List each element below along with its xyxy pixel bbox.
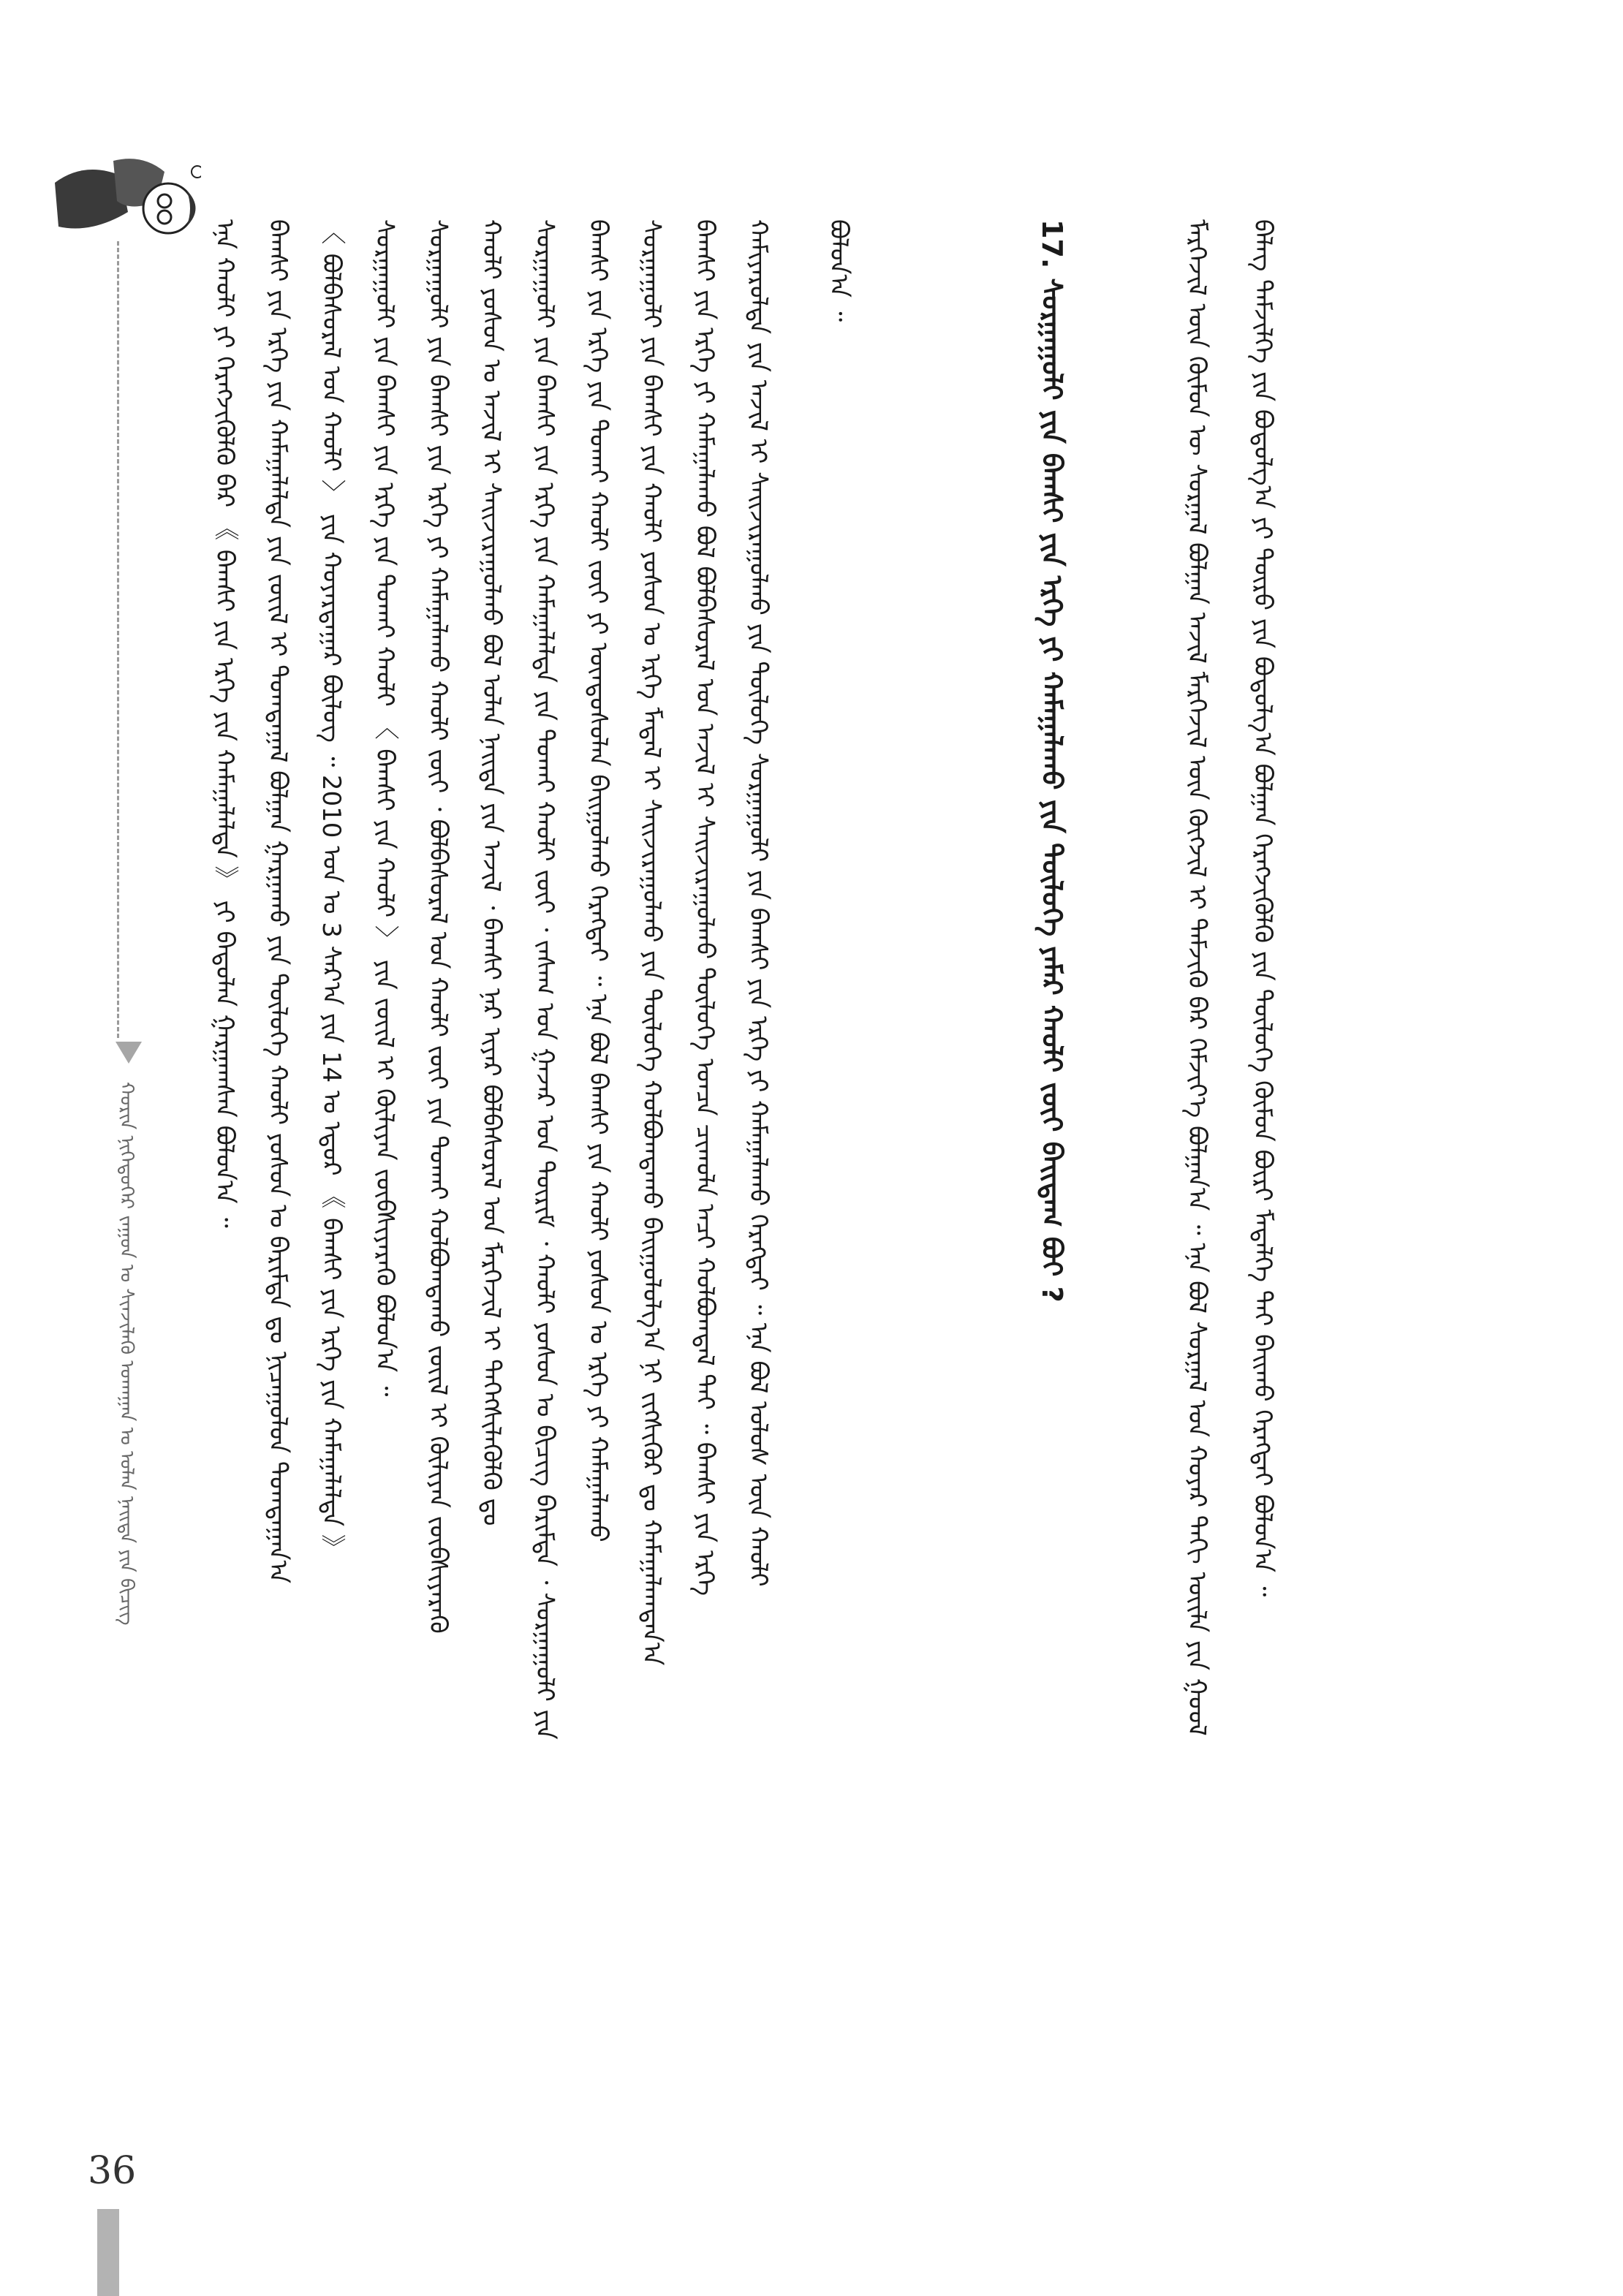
running-header: ᠬᠣᠷᠢᠨ ᠨᠢᠭᠡᠳᠦᠭᠡᠷ ᠵᠠᠭᠤᠨ ᠤ ᠰᠢᠨᠵᠢᠯᠡᠬᠦ ᠤᠬᠠᠭᠠᠨ ᠤ ᠤᠯᠠᠨ ᠨᠡᠢᠲᠡ ᠶᠢᠨ ᠪᠢᠴᠢᠭ <box>116 1082 137 1626</box>
page-edge-bar <box>97 2209 119 2296</box>
text-column-7: ᠰᠤᠷᠭᠠᠭᠤᠯᠢ ᠶᠢᠨ ᠪᠠᠭᠰᠢ ᠶᠢᠨ ᠬᠠᠤᠯᠢ ᠶᠣᠰᠣᠨ ᠤ ᠡᠷᠬᠡ ᠮᠡᠳᠡᠯ ᠢ ᠰᠠᠢᠵᠢᠷᠠᠭᠤᠯᠬᠤ ᠶᠢᠨ ᠲᠥᠯᠥᠭᠡ ᠬᠣᠯᠪᠣᠭᠳᠠᠬᠤ ᠪᠠᠢᠭᠤᠯᠤᠯᠭ᠎ᠠ ᠨᠢ ᠵᠢᠭᠰᠢᠭᠦᠷ ᠳᠤ ᠬᠠᠮᠠᠭᠠᠯᠠᠭᠳᠠᠨ᠎ᠠ <box>637 219 666 1666</box>
text-column-2: ᠮᠡᠷᠭᠡᠵᠢᠯ ᠦᠨ ᠬᠦᠮᠦᠨ ᠦ ᠰᠤᠷᠭᠠᠯ ᠪᠣᠯᠭᠠᠨ ᠠᠵᠢᠯ ᠮᠡᠷᠭᠡᠵᠢᠯ ᠦᠨ ᠬᠥᠭᠵᠢᠯ ᠢ ᠳᠡᠮᠵᠢᠬᠦ ᠪᠡᠷ ᠬᠡᠮᠵᠢᠶ᠎ᠡ ᠪᠣᠯᠭᠠᠨ᠎ᠠ ᠃ ᠡᠨᠡ ᠪᠣᠯ ᠰᠤᠷᠭᠠᠯ ᠤᠨ ᠬᠣᠶᠠᠷ ᠳᠠᠬᠢ ᠦᠢᠯᠡ ᠶᠢᠨ ᠭᠣᠣᠯ <box>1182 219 1211 1736</box>
page-number: 36 <box>88 2149 137 2193</box>
text-column-10: ᠬᠠᠤᠯᠢ ᠶᠣᠰᠣᠨ ᠤ ᠠᠵᠢᠯ ᠢ ᠰᠠᠢᠵᠢᠷᠠᠭᠤᠯᠬᠤ ᠪᠣᠯ ᠣᠯᠠᠨ ᠨᠡᠢᠲᠡ ᠶᠢᠨ ᠠᠵᠢᠯ ᠂ ᠪᠠᠭᠰᠢ ᠨᠠᠷ ᠢᠶᠠᠷ ᠪᠣᠯᠪᠠᠰᠤᠷᠠᠯ ᠤᠨ ᠮᠡᠷᠭᠡᠵᠢᠯ ᠢ ᠳᠡᠭᠡᠭᠰᠢᠯᠡᠭᠦᠯᠬᠦ ᠳᠤ <box>477 219 506 1526</box>
text-column-8: ᠪᠠᠭᠰᠢ ᠶᠢᠨ ᠡᠷᠬᠡ ᠶᠢᠨ ᠲᠤᠬᠠᠢ ᠬᠠᠤᠯᠢ ᠵᠦᠢ ᠶᠢ ᠦᠨᠳᠦᠰᠦᠯᠡᠨ ᠪᠠᠢᠭᠤᠯᠬᠤ ᠬᠡᠷᠡᠭᠲᠡᠢ ᠃ ᠡᠨᠡ ᠪᠣᠯ ᠪᠠᠭᠰᠢ ᠶᠢᠨ ᠬᠠᠤᠯᠢ ᠶᠣᠰᠣᠨ ᠤ ᠡᠷᠬᠡ ᠶᠢ ᠬᠠᠮᠠᠭᠠᠯᠠᠬᠤ <box>583 219 613 1542</box>
mascot-illustration <box>40 132 201 249</box>
text-column-11: ᠰᠤᠷᠭᠠᠭᠤᠯᠢ ᠶᠢᠨ ᠪᠠᠭᠰᠢ ᠶᠢᠨ ᠡᠷᠬᠡ ᠶᠢ ᠬᠠᠮᠠᠭᠠᠯᠠᠬᠤ ᠬᠠᠤᠯᠢ ᠵᠦᠢ ᠂ ᠪᠣᠯᠪᠠᠰᠤᠷᠠᠯ ᠤᠨ ᠬᠠᠤᠯᠢ ᠵᠦᠢ ᠶᠢᠨ ᠲᠤᠬᠠᠢ ᠬᠣᠯᠪᠣᠭᠳᠠᠬᠤ ᠵᠦᠢᠯ ᠢ ᠬᠦᠯᠢᠶᠡᠨ ᠵᠥᠪᠰᠢᠶᠡᠷᠡᠬᠦ <box>423 219 453 1634</box>
triangle-marker <box>116 1042 142 1064</box>
text-column-4: ᠪᠣᠯᠤᠨ᠎ᠠ ᠃ <box>824 219 853 322</box>
text-column-15: ᠡᠨᠡ ᠬᠠᠤᠯᠢ ᠶᠢ ᠬᠡᠷᠡᠭᠵᠢᠭᠦᠯᠬᠦ ᠪᠠᠷ 《 ᠪᠠᠭᠰᠢ ᠶᠢᠨ ᠡᠷᠬᠡ ᠶᠢᠨ ᠬᠠᠮᠠᠭᠠᠯᠠᠯᠲᠠ 》 ᠶᠢ ᠪᠠᠲᠤᠯᠠᠨ ᠭᠠᠷᠭᠠᠭᠰᠠᠨ ᠪᠣᠯᠤᠨ᠎ᠠ ᠃ <box>210 219 239 1228</box>
question-heading: 17. ᠰᠤᠷᠭᠠᠭᠤᠯᠢ ᠶᠢᠨ ᠪᠠᠭᠰᠢ ᠶᠢᠨ ᠡᠷᠬᠡ ᠶᠢ ᠬᠠᠮᠠᠭᠠᠯᠠᠬᠤ ᠶᠢᠨ ᠲᠥᠯᠥᠭᠡ ᠶᠠᠮᠠᠷ ᠬᠠᠤᠯᠢ ᠵᠦᠢ ᠪᠠᠢᠳᠠᠭ ᠪᠤᠢ ? <box>1036 219 1068 1303</box>
text-column-6: ᠪᠠᠭᠰᠢ ᠶᠢᠨ ᠡᠷᠬᠡ ᠶᠢ ᠬᠠᠮᠠᠭᠠᠯᠠᠬᠤ ᠪᠣᠯ ᠪᠣᠯᠪᠠᠰᠤᠷᠠᠯ ᠤᠨ ᠠᠵᠢᠯ ᠢ ᠰᠠᠢᠵᠢᠷᠠᠭᠤᠯᠬᠤ ᠲᠥᠯᠥᠭᠡ ᠣᠨᠴᠠ ᠴᠢᠬᠤᠯᠠ ᠠᠴᠢ ᠬᠣᠯᠪᠣᠭᠳᠠᠯ ᠲᠠᠢ ᠃ ᠪᠠᠭᠰᠢ ᠶᠢᠨ ᠡᠷᠬᠡ <box>690 219 719 1596</box>
sidebar-divider <box>117 241 119 1038</box>
text-column-1: ᠪᠡᠯᠡᠭ ᠳᠡᠮᠵᠢᠯᠭᠡ ᠶᠢᠨ ᠪᠣᠳᠣᠯᠭ᠎ᠠ ᠶᠢ ᠲᠥᠷᠥ ᠶᠢᠨ ᠪᠣᠳᠣᠯᠭ᠎ᠠ ᠪᠣᠯᠭᠠᠨ ᠬᠡᠷᠡᠭᠵᠢᠭᠦᠯᠬᠦ ᠶᠢᠨ ᠲᠥᠯᠥᠭᠡ ᠬᠦᠮᠦᠨ ᠪᠦᠷᠢ ᠮᠡᠳᠡᠯᠭᠡ ᠲᠡᠢ ᠪᠠᠢᠬᠤ ᠬᠡᠷᠡᠭᠲᠡᠢ ᠪᠣᠯᠤᠨ᠎ᠠ ᠃ <box>1248 219 1277 1597</box>
text-column-9: ᠰᠤᠷᠭᠠᠭᠤᠯᠢ ᠶᠢᠨ ᠪᠠᠭᠰᠢ ᠶᠢᠨ ᠡᠷᠬᠡ ᠶᠢᠨ ᠬᠠᠮᠠᠭᠠᠯᠠᠯᠲᠠ ᠶᠢᠨ ᠲᠤᠬᠠᠢ ᠬᠠᠤᠯᠢ ᠵᠦᠢ ᠂ ᠵᠠᠰᠠᠭ ᠤᠨ ᠭᠠᠵᠠᠷ ᠤᠨ ᠳᠦᠷᠢᠮ ᠂ ᠬᠠᠤᠯᠢ ᠶᠣᠰᠣᠨ ᠤ ᠪᠢᠴᠢᠭ ᠪᠠᠷᠢᠮᠲᠠ ᠂ ᠰᠤᠷᠭᠠᠭᠤᠯᠢ ᠶᠢᠨ <box>530 219 559 1740</box>
text-column-5: ᠬᠠᠮᠢᠶᠠᠷᠤᠯᠲᠠ ᠶᠢᠨ ᠠᠵᠢᠯ ᠢ ᠰᠠᠢᠵᠢᠷᠠᠭᠤᠯᠬᠤ ᠶᠢᠨ ᠲᠥᠯᠥᠭᠡ ᠰᠤᠷᠭᠠᠭᠤᠯᠢ ᠶᠢᠨ ᠪᠠᠭᠰᠢ ᠶᠢᠨ ᠡᠷᠬᠡ ᠶᠢ ᠬᠠᠮᠠᠭᠠᠯᠠᠬᠤ ᠬᠡᠷᠡᠭᠲᠡᠢ ᠃ ᠡᠨᠡ ᠪᠣᠯ ᠤᠯᠤᠰ ᠦᠨ ᠬᠠᠤᠯᠢ <box>744 219 773 1587</box>
text-column-14: ᠪᠠᠭᠰᠢ ᠶᠢᠨ ᠡᠷᠬᠡ ᠶᠢᠨ ᠬᠠᠮᠠᠭᠠᠯᠠᠯᠲᠠ ᠶᠢᠨ ᠵᠦᠢᠯ ᠢ ᠲᠣᠭᠲᠠᠭᠠᠯ ᠪᠣᠯᠭᠠᠨ ᠭᠠᠷᠭᠠᠬᠤ ᠶᠢᠨ ᠲᠥᠯᠥᠭᠡ ᠬᠠᠤᠯᠢ ᠶᠣᠰᠣᠨ ᠤ ᠪᠠᠷᠢᠮᠲᠠ ᠳᠤ ᠨᠢᠴᠠᠭᠤᠯᠤᠨ ᠲᠣᠭᠲᠠᠭᠠᠨ᠎ᠠ <box>263 219 292 1584</box>
text-column-13: 〈 ᠪᠣᠯᠪᠠᠰᠤᠷᠠᠯ ᠤᠨ ᠬᠠᠤᠯᠢ 〉 ᠶᠢᠨ ᠬᠣᠶᠠᠷᠳᠠᠭᠠᠷ ᠪᠦᠯᠦᠭ ᠃ 2010 ᠣᠨ ᠤ 3 ᠰᠠᠷ᠎ᠠ ᠶᠢᠨ 14 ᠤ ᠡᠳᠦᠷ 《 ᠪᠠᠭᠰᠢ ᠶᠢᠨ ᠡᠷᠬᠡ ᠶᠢᠨ ᠬᠠᠮᠠᠭᠠᠯᠠᠯᠲᠠ 》 <box>317 219 346 1560</box>
text-column-12: ᠰᠤᠷᠭᠠᠭᠤᠯᠢ ᠶᠢᠨ ᠪᠠᠭᠰᠢ ᠶᠢᠨ ᠡᠷᠬᠡ ᠶᠢᠨ ᠲᠤᠬᠠᠢ ᠬᠠᠤᠯᠢ 〈 ᠪᠠᠭᠰᠢ ᠶᠢᠨ ᠬᠠᠤᠯᠢ 〉 ᠶᠢᠨ ᠵᠦᠢᠯ ᠢ ᠬᠦᠯᠢᠶᠡᠨ ᠵᠥᠪᠰᠢᠶᠡᠷᠡᠬᠦ ᠪᠣᠯᠤᠨ᠎ᠠ ᠃ <box>370 219 399 1397</box>
